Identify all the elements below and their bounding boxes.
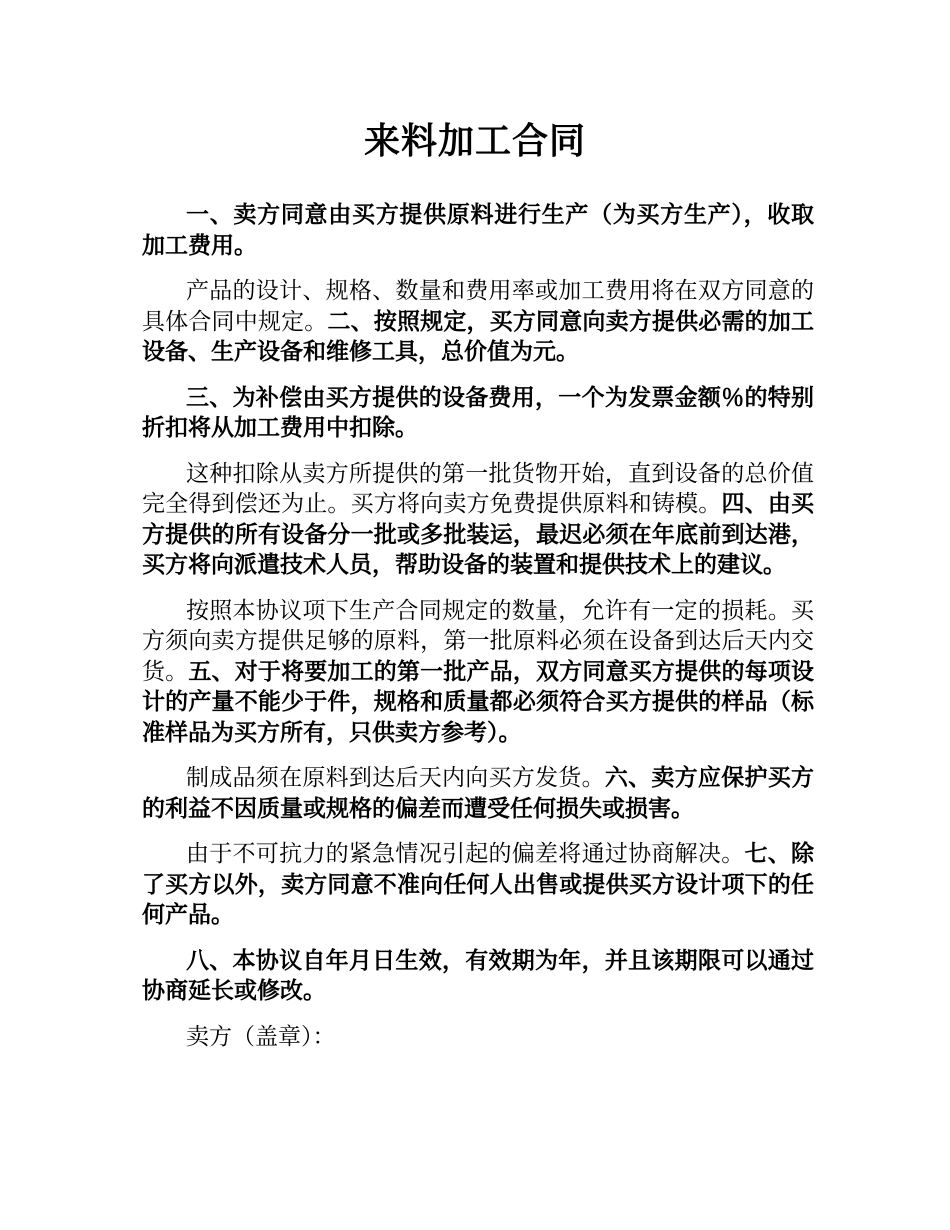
clause-4-paragraph [142, 459, 814, 581]
force-majeure-text: 由于不可抗力的紧急情况引起的偏差将通过协商解决。 [186, 841, 745, 867]
seller-seal-label: 卖方（盖章）： [186, 1023, 336, 1050]
clause-7-paragraph [142, 839, 814, 931]
clause-6-text: 六、卖方应保护买方的利益不因质量或规格的偏差而遭受任何损失或损害。 [142, 765, 815, 822]
clause-2-paragraph [142, 276, 814, 368]
clause-8-paragraph [142, 946, 814, 1007]
shipment-text: 制成品须在原料到达后天内向买方发货。 [186, 765, 605, 791]
clause-3-text: 三、为补偿由买方提供的设备费用，一个为发票金额％的特别折扣将从加工费用中扣除。 [142, 384, 814, 441]
clause-1-text: 一、卖方同意由买方提供原料进行生产（为买方生产），收取加工费用。 [142, 202, 814, 259]
seller-signature-line [142, 1022, 814, 1053]
product-spec-text: 产品的设计、规格、数量和费用率或加工费用将在双方同意的具体合同中规定。 [142, 278, 814, 335]
clause-2-text: 二、按照规定，买方同意向卖方提供必需的加工设备、生产设备和维修工具，总价值为元。 [142, 308, 815, 365]
clause-3-paragraph [142, 383, 814, 444]
document-body [142, 200, 814, 1067]
deduction-text: 这种扣除从卖方所提供的第一批货物开始，直到设备的总价值完全得到偿还为止。买方将向卖方免费提供原料和铸模。 [142, 460, 814, 517]
material-loss-text: 按照本协议项下生产合同规定的数量，允许有一定的损耗。买方须向卖方提供足够的原料，第一批原料必须在设备到达后天内交货。 [142, 597, 814, 685]
clause-6-paragraph [142, 763, 814, 824]
clause-5-text: 五、对于将要加工的第一批产品，双方同意买方提供的每项设计的产量不能少于件，规格和质量都必须符合买方提供的样品（标准样品为买方所有，只供卖方参考）。 [142, 658, 815, 746]
clause-5-paragraph [142, 596, 814, 749]
clause-4-text: 四、由买方提供的所有设备分一批或多批装运，最迟必须在年底前到达港，买方将向派遣技术人员，帮助设备的装置和提供技术上的建议。 [142, 491, 815, 578]
clause-1-paragraph [142, 200, 814, 261]
clause-8-text: 八、本协议自年月日生效，有效期为年，并且该期限可以通过协商延长或修改。 [142, 947, 814, 1004]
document-title: 来料加工合同 [363, 121, 586, 162]
clause-7-text: 七、除了买方以外，卖方同意不准向任何人出售或提供买方设计项下的任何产品。 [142, 841, 815, 928]
